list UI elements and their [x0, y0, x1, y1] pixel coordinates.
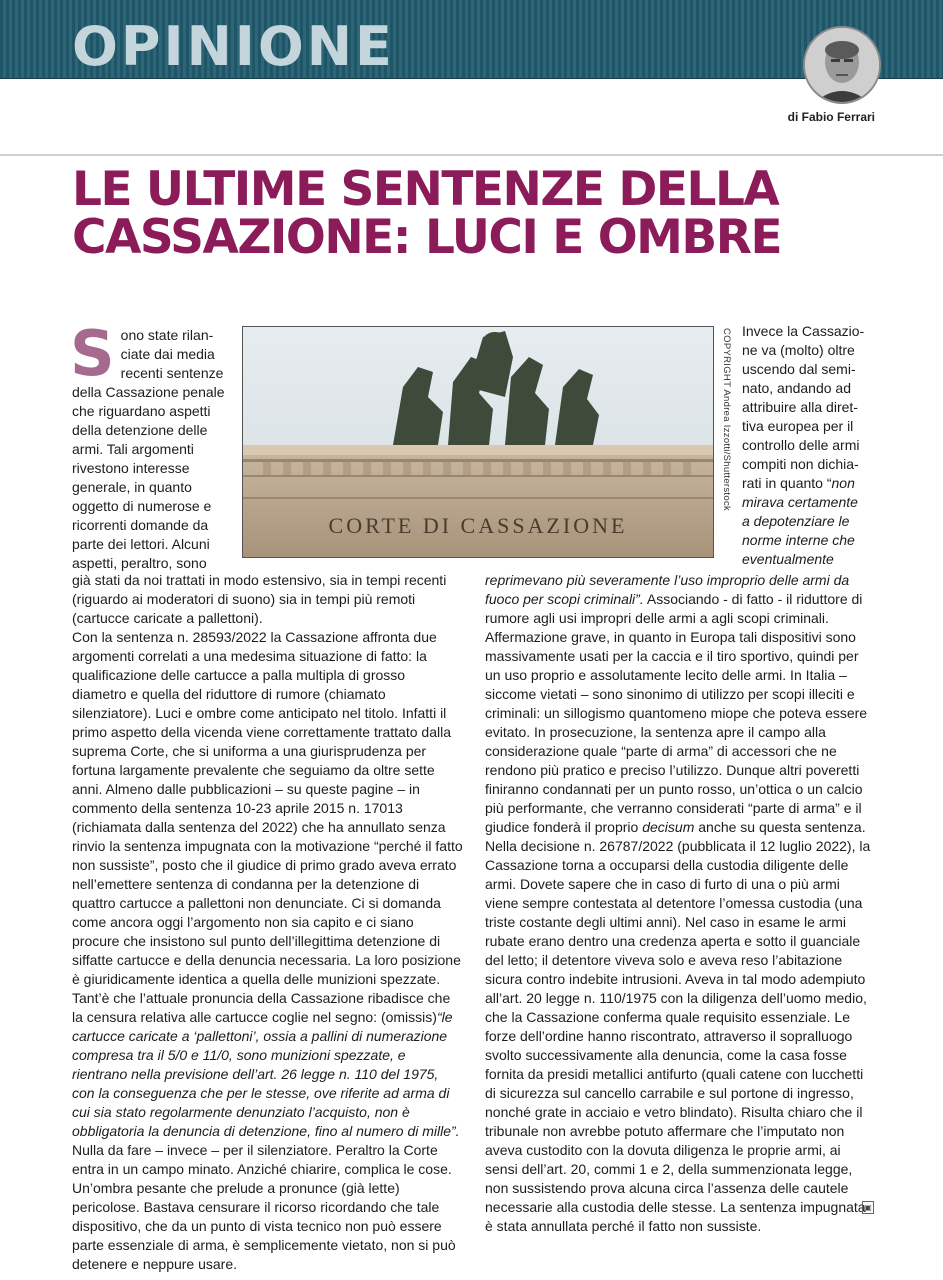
- text-line: attribuire alla diret-: [742, 399, 858, 415]
- quote-line: a depotenziare le: [742, 513, 850, 529]
- header-divider: [0, 154, 943, 156]
- text-line: Invece la Cassazio-: [742, 323, 865, 339]
- intro-paragraph: [70, 317, 232, 573]
- photo-credit: [720, 328, 734, 518]
- quote-line: mirava certamente: [742, 494, 858, 510]
- author-avatar: [803, 26, 881, 104]
- text-line: ciate dai media: [120, 346, 215, 362]
- text-line: aspetti, peraltro, sono: [72, 555, 207, 571]
- text-line: parte dei lettori. Alcuni: [72, 536, 210, 552]
- photo-credit-text: COPYRIGHT Andrea Izzotti/Shutterstock: [721, 328, 732, 512]
- text-line: ne va (molto) oltre: [742, 342, 855, 358]
- paragraph-1-continuation: già stati da noi trattati in modo estensivo, sia in tempi recenti (riguardo ai moderatori di suono) sia in tempi più remoti (cartucce caricate a pallettoni).: [72, 572, 447, 626]
- text-line: della detenzione delle: [72, 422, 208, 438]
- text-line: controllo delle armi: [742, 437, 860, 453]
- paragraph-4-end: anche su questa sentenza.: [694, 819, 866, 835]
- text-line: oggetto di numerose e: [72, 498, 212, 514]
- paragraph-4: Associando - di fatto - il riduttore di rumore agli usi impropri delle armi a agli scopi criminali. Affermazione grave, in quanto in Europa tali dispositivi sono massivamente usati per la caccia e il tiro sportivo, quindi per un uso proprio e assolutamente lecito delle armi. In Italia – siccome vietati – sono sinonimo di utilizzo per scopi illeciti e criminali: un sillogismo quantomeno miope che poteva essere evitato. In prosecuzione, la sentenza apre il campo alla considerazione quale “parte di arma” di accessori che ne rendono più pratico e preciso l’utilizzo. Dunque altri poveretti finiranno condannati per un punto rosso, un’ottica o un calcio più performante, che verranno considerati “parte di arma” e il giudice fonderà il proprio: [485, 591, 868, 835]
- paragraph-4-term: decisum: [642, 819, 695, 835]
- author-portrait-icon: [805, 28, 879, 102]
- court-photo: [242, 326, 714, 558]
- text-line: generale, in quanto: [72, 479, 192, 495]
- photo-inscription: CORTE DI CASSAZIONE: [328, 513, 628, 538]
- paragraph-2-quote: “le cartucce caricate a ‘pallettoni’, ossia a pallini di numerazione compresa tra il 5/0 e 11/0, sono munizioni spezzate, e rientrano nella previsione dell’art. 26 legge n. 110 del 1975, con la conseguenza che per le stesse, ove riferite ad arma di cui sia stato regolarmente denunziato l’acquisto, non è obbligatoria la denuncia di detenzione, fino al numero di mille”.: [72, 1009, 460, 1139]
- paragraph-4-quote: reprimevano più severamente l’uso improprio delle armi da fuoco per scopi criminali”.: [485, 572, 850, 607]
- text-line: rivestono interesse: [72, 460, 190, 476]
- headline-line-1: LE ULTIME SENTENZE DELLA: [72, 162, 779, 217]
- paragraph-3: Nulla da fare – invece – per il silenziatore. Peraltro la Corte entra in un campo minato. Anziché chiarire, complica le cose. Un’ombra pesante che prelude a pronunce (già lette) pericolose. Bastava censurare il ricorso ricordando che tale dispositivo, che da un punto di vista tecnico non può essere parte essenziale di arma, è semplicemente vietato, non si può detenere e neppure usare.: [72, 1142, 456, 1272]
- paragraph-2: Con la sentenza n. 28593/2022 la Cassazione affronta due argomenti correlati a una medesima situazione di fatto: la qualificazione delle cartucce a palla multipla di grosso diametro e quella del riduttore di rumore (chiamato silenziatore). Luci e ombre come anticipato nel titolo. Infatti il primo aspetto della vicenda viene correttamente trattato dalla suprema Corte, che si uniforma a una giurisprudenza per fortuna largamente prevalente che seguiamo da oltre sette anni. Almeno dalle pubblicazioni – su queste pagine – in commento della sentenza 10-23 aprile 2015 n. 17013 (richiamata dalla sentenza del 2022) che ha annullato senza rinvio la sentenza impugnata con la motivazione “perché il fatto non sussiste”, posto che il giudice di primo grado aveva errato nell’emettere sentenza di condanna per la detenzione di quattro cartucce a pallettoni non denunciate. Ci si domanda come ancora oggi l’argomento non sia capito e ci siano procure che insistono sul punto dell’illegittima detenzione di siffatte cartucce e della denuncia necessaria. La loro posizione è giuridicamente identica a quella delle munizioni spezzate. Tant’è che l’attuale pronuncia della Cassazione ribadisce che la censura relativa alle cartucce coglie nel segno: (omissis): [72, 629, 463, 1025]
- quote-line: norme interne che: [742, 532, 855, 548]
- headline-line-2: CASSAZIONE: LUCI E OMBRE: [72, 210, 782, 265]
- quadriga-image: [243, 327, 713, 557]
- text-line: che riguardano aspetti: [72, 403, 211, 419]
- text-line: nato, andando ad: [742, 380, 851, 396]
- text-line: ono state rilan-: [120, 327, 214, 343]
- quote-line: eventualmente: [742, 551, 834, 567]
- text-line: della Cassazione penale: [72, 384, 225, 400]
- section-title: OPINIONE: [72, 15, 395, 78]
- article-headline: [72, 162, 872, 265]
- text-line: recenti sentenze: [120, 365, 224, 381]
- text-line: uscendo dal semi-: [742, 361, 856, 377]
- left-column-text: [72, 571, 463, 1274]
- right-intro-text: [742, 322, 882, 569]
- right-column-text: [485, 571, 875, 1236]
- quote-line: non: [831, 475, 855, 491]
- text-line: compiti non dichia-: [742, 456, 859, 472]
- author-byline: di Fabio Ferrari: [787, 110, 875, 124]
- paragraph-5: Nella decisione n. 26787/2022 (pubblicata il 12 luglio 2022), la Cassazione torna a occuparsi della custodia diligente delle armi. Dovete sapere che in caso di furto di una o più armi viene sempre contestata al detentore l’omessa custodia (una triste costante degli ultimi anni). Nel caso in esame le armi rubate erano dentro una credenza aperta e sotto il guanciale del letto; il detentore viveva solo e aveva reso l’abitazione sicura contro indebite intrusioni. Aveva in tal modo adempiuto all’art. 20 legge n. 110/1975 con la diligenza dell’uomo medio, che la Cassazione conferma quale requisito essenziale. Le forze dell’ordine hanno riscontrato, attraverso il sopralluogo svolto successivamente alla denuncia, come la casa fosse fornita da presidi metallici antifurto (quali catene con lucchetti di sicurezza sul cancello carrabile e sul portone di ingresso, nonché grate in acciaio e vetro blindato). Risulta chiaro che il tribunale non avrebbe potuto affermare che l’imputato non aveva custodito con la dovuta diligenza le proprie armi, ai sensi dell’art. 20, commi 1 e 2, della summenzionata legge, non sussistendo prova alcuna circa l’assenza delle cautele necessarie alla custodia delle stesse. La sentenza impugnata è stata annullata perché il fatto non sussiste.: [485, 838, 871, 1234]
- section-banner: [0, 0, 943, 79]
- text-line: armi. Tali argomenti: [72, 441, 194, 457]
- text-line: tiva europea per il: [742, 418, 854, 434]
- end-of-article-icon: ▣: [862, 1201, 874, 1214]
- drop-cap: S: [70, 317, 115, 390]
- text-line: ricorrenti domande da: [72, 517, 209, 533]
- text-line: rati in quanto “: [742, 475, 832, 491]
